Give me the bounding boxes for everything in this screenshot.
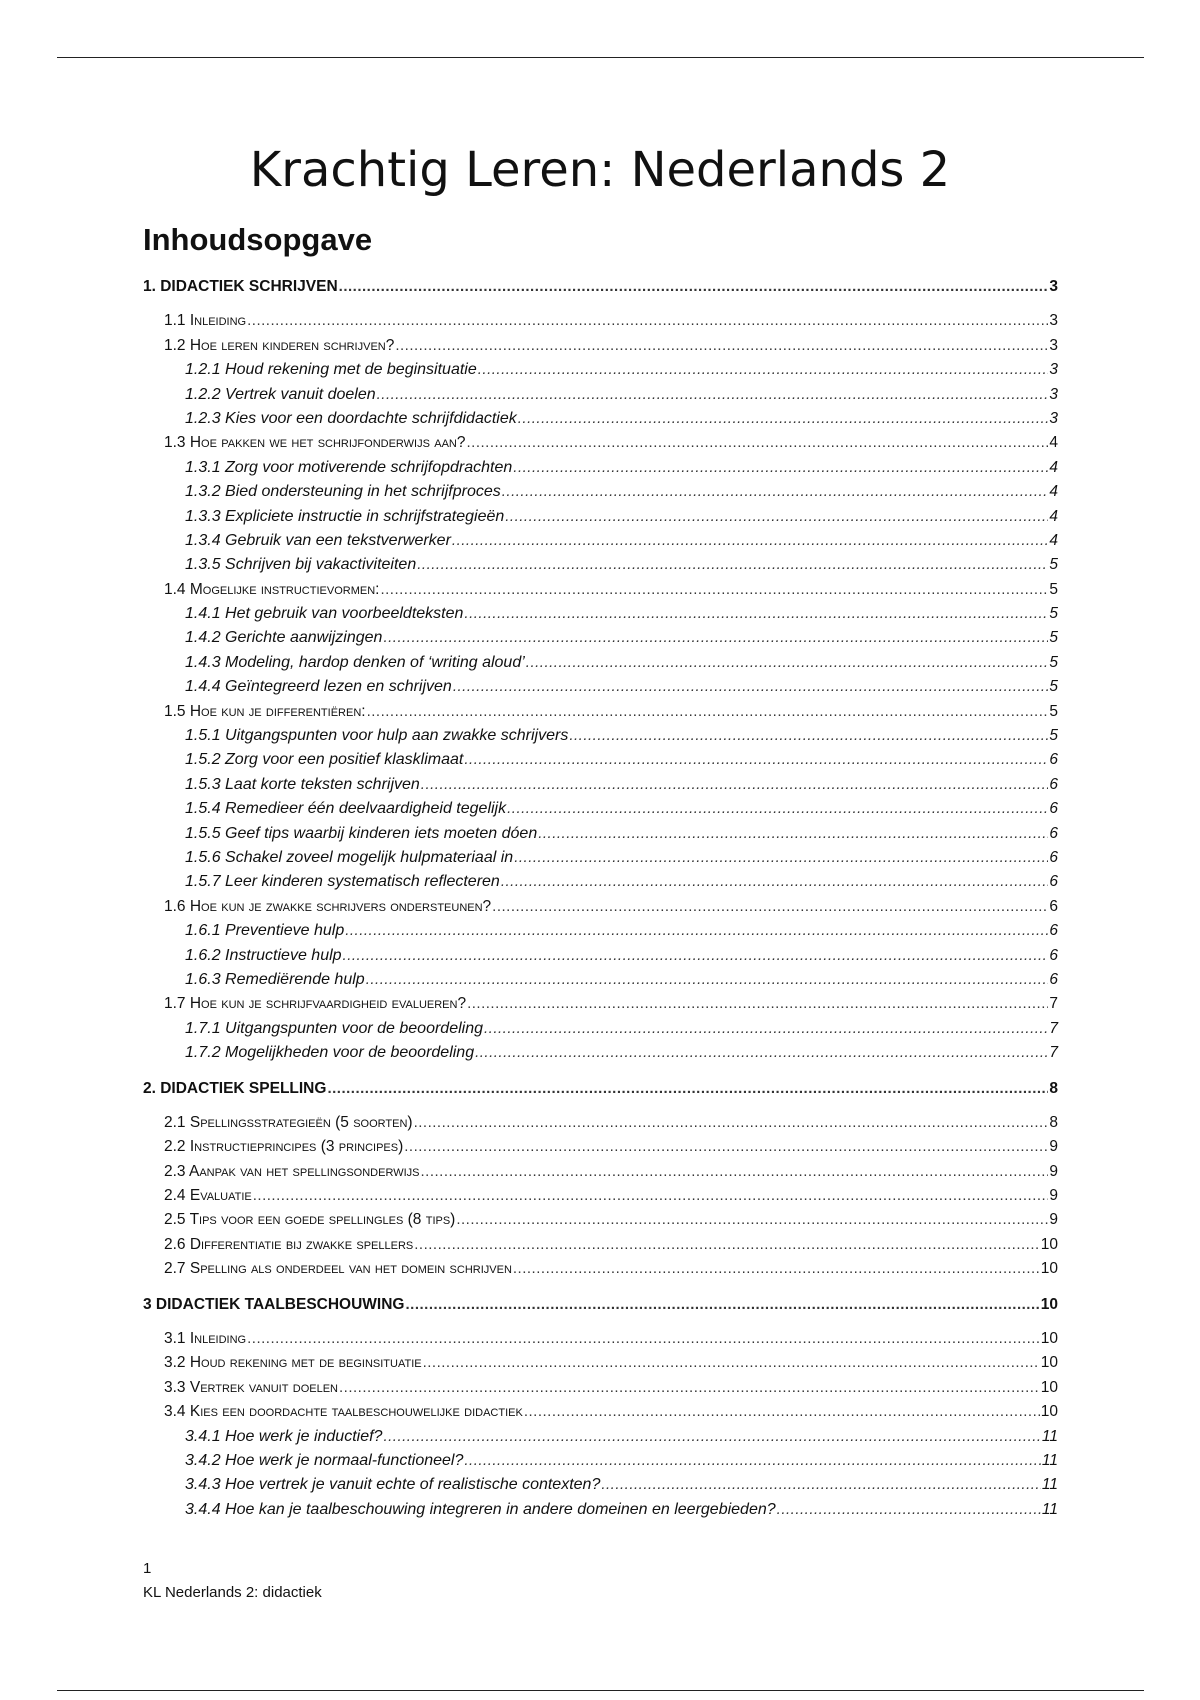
toc-entry-title: 2.6 Differentiatie bij zwakke spellers (164, 1235, 414, 1253)
toc-entry[interactable] (143, 675, 1058, 699)
toc-entry[interactable] (143, 602, 1058, 626)
toc-entry-page: 10 (1040, 1235, 1058, 1253)
toc-entry-title: 1.5.1 Uitgangspunten voor hulp aan zwakke schrijvers (185, 727, 569, 745)
toc-entry-title: 3.4.1 Hoe werk je inductief? (185, 1427, 383, 1445)
footer-text: KL Nederlands 2: didactiek (143, 1584, 322, 1601)
toc-entry[interactable] (143, 1160, 1058, 1184)
toc-entry-page: 5 (1049, 580, 1058, 598)
toc-entry-page: 4 (1049, 531, 1058, 549)
toc-entry-title: 3 DIDACTIEK TAALBESCHOUWING (143, 1295, 405, 1313)
toc-dot-leader (366, 968, 1049, 992)
toc-entry-page: 6 (1049, 946, 1058, 964)
toc-entry-title: 3.4 Kies een doordachte taalbeschouwelijke didactiek (164, 1403, 523, 1421)
toc-dot-leader (501, 870, 1049, 894)
toc-entry[interactable] (143, 1077, 1058, 1101)
toc-entry-page: 6 (1049, 848, 1058, 866)
toc-dot-leader (464, 602, 1048, 626)
toc-entry[interactable] (143, 275, 1058, 299)
toc-entry[interactable] (143, 1376, 1058, 1400)
toc-entry-page: 11 (1041, 1427, 1058, 1445)
toc-dot-leader (247, 309, 1048, 333)
toc-entry-title: 2.7 Spelling als onderdeel van het domein schrijven (164, 1260, 512, 1278)
toc-dot-leader (247, 1327, 1040, 1351)
toc-dot-leader (383, 1425, 1040, 1449)
toc-entry-title: 1. DIDACTIEK SCHRIJVEN (143, 278, 338, 295)
toc-entry[interactable] (143, 748, 1058, 772)
toc-dot-leader (456, 1208, 1048, 1232)
toc-entry-title: 1.5.2 Zorg voor een positief klasklimaat (185, 751, 464, 769)
toc-entry-title: 3.2 Houd rekening met de beginsituatie (164, 1354, 422, 1372)
toc-dot-leader (327, 1077, 1048, 1101)
toc-entry-page: 5 (1049, 727, 1058, 745)
toc-entry-page: 7 (1049, 995, 1058, 1013)
toc-dot-leader (514, 846, 1048, 870)
toc-entry-title: 1.5.4 Remedieer één deelvaardigheid tegelijk (185, 800, 507, 818)
toc-entry-page: 5 (1049, 678, 1058, 696)
toc-dot-leader (538, 822, 1048, 846)
toc-dot-leader (507, 797, 1048, 821)
toc-entry-page: 3 (1049, 278, 1058, 295)
toc-entry-title: 3.4.3 Hoe vertrek je vanuit echte of realistische contexten? (185, 1476, 601, 1494)
toc-entry-page: 6 (1049, 775, 1058, 793)
toc-heading: Inhoudsopgave (143, 222, 373, 257)
toc-entry[interactable] (143, 1041, 1058, 1065)
toc-dot-leader (343, 944, 1049, 968)
toc-entry-title: 1.6.1 Preventieve hulp (185, 922, 345, 940)
toc-entry-title: 1.3.5 Schrijven bij vakactiviteiten (185, 556, 417, 574)
toc-entry[interactable] (143, 968, 1058, 992)
toc-entry-title: 3.3 Vertrek vanuit doelen (164, 1378, 338, 1396)
toc-entry-page: 6 (1049, 873, 1058, 891)
toc-dot-leader (452, 529, 1048, 553)
toc-dot-leader (513, 456, 1048, 480)
toc-entry-title: 1.4.2 Gerichte aanwijzingen (185, 629, 383, 647)
toc-entry-title: 1.3.4 Gebruik van een tekstverwerker (185, 531, 451, 549)
toc-entry-title: 1.2.3 Kies voor een doordachte schrijfdidactiek (185, 409, 517, 427)
toc-entry-title: 1.5.7 Leer kinderen systematisch reflecteren (185, 873, 500, 891)
toc-dot-leader (524, 1400, 1040, 1424)
toc-entry-page: 6 (1049, 751, 1058, 769)
toc-entry-page: 3 (1049, 312, 1058, 330)
toc-entry[interactable] (143, 1498, 1058, 1522)
toc-dot-leader (502, 480, 1049, 504)
toc-entry-page: 6 (1049, 800, 1058, 818)
toc-entry[interactable] (143, 870, 1058, 894)
toc-entry[interactable] (143, 1400, 1058, 1424)
toc-entry-page: 8 (1049, 1079, 1058, 1097)
toc-dot-leader (404, 1135, 1048, 1159)
toc-entry-page: 4 (1049, 507, 1058, 525)
toc-dot-leader (345, 919, 1048, 943)
toc-entry-title: 1.4.4 Geïntegreerd lezen en schrijven (185, 678, 452, 696)
toc-dot-leader (464, 1449, 1041, 1473)
toc-dot-leader (467, 431, 1049, 455)
toc-entry[interactable] (143, 1449, 1058, 1473)
toc-entry-title: 1.7 Hoe kun je schrijfvaardigheid evalueren? (164, 995, 467, 1013)
table-of-contents (143, 275, 1058, 1522)
toc-entry-page: 11 (1041, 1500, 1058, 1518)
toc-dot-leader (395, 334, 1048, 358)
toc-entry-title: 1.2.1 Houd rekening met de beginsituatie (185, 361, 477, 379)
toc-entry-title: 1.3.2 Bied ondersteuning in het schrijfproces (185, 483, 501, 501)
toc-entry-page: 4 (1049, 434, 1058, 452)
toc-entry[interactable] (143, 1425, 1058, 1449)
toc-entry-title: 1.5.6 Schakel zoveel mogelijk hulpmateriaal in (185, 848, 514, 866)
toc-entry[interactable] (143, 431, 1058, 455)
toc-entry-title: 2.5 Tips voor een goede spellingles (8 tips) (164, 1211, 456, 1229)
toc-entry-page: 5 (1049, 556, 1058, 574)
toc-entry[interactable] (143, 1017, 1058, 1041)
toc-entry-title: 3.4.2 Hoe werk je normaal-functioneel? (185, 1451, 464, 1469)
toc-dot-leader (377, 383, 1049, 407)
toc-entry-page: 5 (1049, 629, 1058, 647)
toc-entry-title: 1.6.2 Instructieve hulp (185, 946, 342, 964)
toc-entry-page: 10 (1040, 1354, 1058, 1372)
toc-entry-title: 1.5.5 Geef tips waarbij kinderen iets moeten dóen (185, 824, 538, 842)
toc-entry-page: 6 (1049, 970, 1058, 988)
toc-entry[interactable] (143, 1257, 1058, 1281)
toc-dot-leader (484, 1017, 1048, 1041)
toc-entry-title: 2.4 Evaluatie (164, 1187, 252, 1205)
toc-entry-title: 3.1 Inleiding (164, 1330, 247, 1348)
toc-dot-leader (492, 895, 1048, 919)
toc-entry-page: 6 (1049, 824, 1058, 842)
toc-dot-leader (777, 1498, 1041, 1522)
toc-dot-leader (518, 407, 1049, 431)
toc-dot-leader (505, 505, 1048, 529)
toc-entry[interactable] (143, 553, 1058, 577)
toc-entry-title: 1.3.1 Zorg voor motiverende schrijfopdrachten (185, 458, 513, 476)
toc-entry[interactable] (143, 578, 1058, 602)
toc-entry-page: 4 (1049, 458, 1058, 476)
toc-entry[interactable] (143, 529, 1058, 553)
toc-entry-page: 7 (1049, 1044, 1058, 1062)
toc-entry[interactable] (143, 1351, 1058, 1375)
toc-entry-page: 10 (1040, 1260, 1058, 1278)
toc-dot-leader (478, 358, 1049, 382)
toc-entry[interactable] (143, 1184, 1058, 1208)
toc-entry-title: 1.7.2 Mogelijkheden voor de beoordeling (185, 1044, 475, 1062)
toc-entry-title: 1.5.3 Laat korte teksten schrijven (185, 775, 420, 793)
toc-entry-page: 4 (1049, 483, 1058, 501)
toc-dot-leader (380, 578, 1048, 602)
toc-dot-leader (339, 275, 1049, 299)
toc-entry-page: 9 (1049, 1162, 1058, 1180)
toc-entry[interactable] (143, 1327, 1058, 1351)
toc-entry[interactable] (143, 358, 1058, 382)
toc-entry[interactable] (143, 1473, 1058, 1497)
toc-entry-title: 1.2 Hoe leren kinderen schrijven? (164, 336, 395, 354)
toc-entry-title: 1.6 Hoe kun je zwakke schrijvers ondersteunen? (164, 897, 492, 915)
toc-entry-title: 2.3 Aanpak van het spellingsonderwijs (164, 1162, 420, 1180)
toc-entry-title: 1.6.3 Remediërende hulp (185, 970, 365, 988)
toc-entry-title: 1.2.2 Vertrek vanuit doelen (185, 385, 376, 403)
toc-entry[interactable] (143, 822, 1058, 846)
toc-entry[interactable] (143, 334, 1058, 358)
toc-entry[interactable] (143, 1208, 1058, 1232)
toc-entry-page: 10 (1040, 1330, 1058, 1348)
toc-entry-page: 11 (1041, 1476, 1058, 1494)
toc-entry-page: 9 (1049, 1138, 1058, 1156)
toc-dot-leader (513, 1257, 1040, 1281)
toc-entry-title: 1.3 Hoe pakken we het schrijfonderwijs aan? (164, 434, 466, 452)
toc-entry-page: 10 (1040, 1403, 1058, 1421)
toc-entry-title: 1.5 Hoe kun je differentiëren: (164, 702, 366, 720)
toc-entry[interactable] (143, 797, 1058, 821)
toc-dot-leader (526, 651, 1049, 675)
toc-dot-leader (414, 1111, 1049, 1135)
toc-dot-leader (253, 1184, 1049, 1208)
toc-entry[interactable] (143, 773, 1058, 797)
toc-entry-title: 1.3.3 Expliciete instructie in schrijfstrategieën (185, 507, 505, 525)
toc-dot-leader (367, 700, 1049, 724)
toc-entry[interactable] (143, 480, 1058, 504)
toc-entry-page: 9 (1049, 1187, 1058, 1205)
document-title: Krachtig Leren: Nederlands 2 (249, 142, 951, 198)
toc-entry-title: 2.1 Spellingsstrategieën (5 soorten) (164, 1113, 413, 1131)
toc-entry-page: 6 (1049, 922, 1058, 940)
toc-entry[interactable] (143, 992, 1058, 1016)
toc-dot-leader (453, 675, 1049, 699)
toc-entry[interactable] (143, 1293, 1058, 1317)
toc-dot-leader (421, 773, 1049, 797)
toc-entry[interactable] (143, 1135, 1058, 1159)
toc-dot-leader (423, 1351, 1040, 1375)
toc-dot-leader (475, 1041, 1048, 1065)
toc-entry-page: 10 (1040, 1295, 1058, 1313)
toc-entry-page: 10 (1040, 1378, 1058, 1396)
toc-dot-leader (420, 1160, 1048, 1184)
toc-entry-page: 5 (1049, 605, 1058, 623)
toc-entry-title: 1.7.1 Uitgangspunten voor de beoordeling (185, 1019, 483, 1037)
toc-entry[interactable] (143, 919, 1058, 943)
toc-dot-leader (339, 1376, 1040, 1400)
toc-entry-page: 5 (1049, 702, 1058, 720)
toc-dot-leader (569, 724, 1048, 748)
toc-dot-leader (417, 553, 1048, 577)
toc-entry-page: 3 (1049, 409, 1058, 427)
toc-entry[interactable] (143, 1111, 1058, 1135)
toc-entry[interactable] (143, 651, 1058, 675)
toc-dot-leader (601, 1473, 1041, 1497)
toc-entry-page: 3 (1049, 361, 1058, 379)
toc-entry[interactable] (143, 456, 1058, 480)
toc-dot-leader (406, 1293, 1040, 1317)
toc-entry[interactable] (143, 309, 1058, 333)
header-rule (57, 57, 1144, 58)
toc-entry-page: 3 (1049, 336, 1058, 354)
toc-entry-page: 11 (1041, 1451, 1058, 1469)
toc-entry-title: 1.4.3 Modeling, hardop denken of ‘writing aloud’ (185, 653, 525, 671)
toc-dot-leader (467, 992, 1048, 1016)
toc-dot-leader (383, 626, 1048, 650)
toc-entry-title: 3.4.4 Hoe kan je taalbeschouwing integreren in andere domeinen en leergebieden? (185, 1500, 776, 1518)
toc-entry-title: 1.1 Inleiding (164, 312, 247, 330)
footer-page-number: 1 (143, 1560, 152, 1577)
toc-entry[interactable] (143, 944, 1058, 968)
toc-dot-leader (464, 748, 1048, 772)
toc-entry[interactable] (143, 383, 1058, 407)
toc-entry[interactable] (143, 626, 1058, 650)
toc-entry[interactable] (143, 700, 1058, 724)
toc-dot-leader (414, 1233, 1040, 1257)
toc-entry-title: 1.4.1 Het gebruik van voorbeeldteksten (185, 605, 464, 623)
toc-entry-page: 7 (1049, 1019, 1058, 1037)
footer-rule (57, 1690, 1144, 1691)
toc-entry[interactable] (143, 895, 1058, 919)
toc-entry-page: 9 (1049, 1211, 1058, 1229)
toc-entry[interactable] (143, 846, 1058, 870)
toc-entry-title: 1.4 Mogelijke instructievormen: (164, 580, 380, 598)
toc-entry[interactable] (143, 407, 1058, 431)
toc-entry-page: 8 (1049, 1113, 1058, 1131)
toc-entry-page: 5 (1049, 653, 1058, 671)
toc-entry[interactable] (143, 1233, 1058, 1257)
toc-entry[interactable] (143, 505, 1058, 529)
toc-entry-title: 2. DIDACTIEK SPELLING (143, 1079, 327, 1097)
toc-entry[interactable] (143, 724, 1058, 748)
toc-entry-page: 3 (1049, 385, 1058, 403)
toc-entry-page: 6 (1049, 897, 1058, 915)
toc-entry-title: 2.2 Instructieprincipes (3 principes) (164, 1138, 404, 1156)
